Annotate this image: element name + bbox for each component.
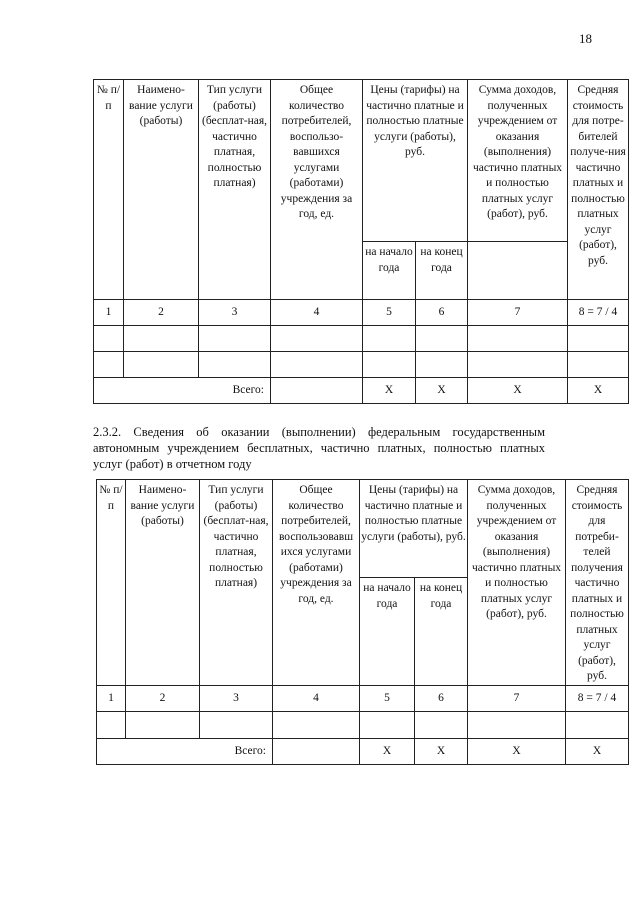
empty-cell [126, 712, 200, 739]
empty-cell [416, 326, 468, 352]
column-number: 7 [468, 300, 568, 326]
table-row [97, 712, 629, 739]
header-average-cost: Средняя стоимость для потре-бителей получе-ния частично платных и полностью платных услуг (работ), руб. [568, 80, 629, 300]
total-mark: Х [568, 378, 629, 404]
empty-cell [468, 352, 568, 378]
header-income: Сумма доходов, полученных учреждением от оказания (выполнения) частично платных и полностью платных услуг (работ), руб. [468, 480, 566, 686]
empty-cell [415, 712, 468, 739]
empty-cell [363, 326, 416, 352]
total-mark: Х [360, 739, 415, 765]
header-num: № п/п [97, 480, 126, 686]
empty-cell [468, 326, 568, 352]
empty-cell [363, 352, 416, 378]
header-price-end: на конец года [416, 242, 468, 300]
table-row [94, 352, 629, 378]
header-prices: Цены (тарифы) на частично платные и полностью платные услуги (работы), руб. [360, 480, 468, 578]
empty-cell [199, 326, 271, 352]
total-mark: Х [416, 378, 468, 404]
empty-cell [97, 712, 126, 739]
column-number: 6 [415, 686, 468, 712]
empty-cell [468, 712, 566, 739]
total-label: Всего: [94, 378, 271, 404]
total-consumers-cell [271, 378, 363, 404]
empty-cell [200, 712, 273, 739]
column-number: 4 [273, 686, 360, 712]
total-consumers-cell [273, 739, 360, 765]
column-number: 5 [363, 300, 416, 326]
empty-cell [199, 352, 271, 378]
column-number: 4 [271, 300, 363, 326]
header-price-start: на начало года [360, 578, 415, 686]
header-consumers-count: Общее количество потребителей, воспользо-вавшихся услугами (работами) учреждения за год, ед. [271, 80, 363, 300]
header-price-end: на конец года [415, 578, 468, 686]
column-number: 2 [124, 300, 199, 326]
column-number: 2 [126, 686, 200, 712]
header-average-cost: Средняя стоимость для потреби-телей получения частично платных и полностью платных услуг (работ), руб. [566, 480, 629, 686]
section-caption-line: 2.3.2. Сведения об оказании (выполнении) федеральным государственным [93, 425, 545, 439]
column-number: 7 [468, 686, 566, 712]
header-consumers-count: Общее количество потребителей, воспользовавш ихся услугами (работами) учреждения за год, ед. [273, 480, 360, 686]
section-caption-line: услуг (работ) в отчетном году [93, 457, 252, 471]
empty-cell [568, 326, 629, 352]
total-mark: Х [415, 739, 468, 765]
header-income-empty [468, 242, 568, 300]
empty-cell [94, 326, 124, 352]
section-caption [93, 424, 545, 472]
page-number: 18 [579, 31, 592, 46]
paid-services-table [93, 79, 629, 404]
total-mark: Х [468, 378, 568, 404]
total-row [94, 378, 629, 404]
empty-cell [360, 712, 415, 739]
column-number: 5 [360, 686, 415, 712]
column-number: 8 = 7 / 4 [566, 686, 629, 712]
empty-cell [124, 352, 199, 378]
header-prices: Цены (тарифы) на частично платные и полностью платные услуги (работы), руб. [363, 80, 468, 242]
header-income: Сумма доходов, полученных учреждением от оказания (выполнения) частично платных и полностью платных услуг (работ), руб. [468, 80, 568, 242]
empty-cell [271, 326, 363, 352]
table-row [94, 326, 629, 352]
empty-cell [124, 326, 199, 352]
total-row [97, 739, 629, 765]
column-number: 3 [200, 686, 273, 712]
empty-cell [416, 352, 468, 378]
section-caption-line: автономным учреждением бесплатных, частично платных, полностью платных [93, 441, 545, 455]
column-number: 3 [199, 300, 271, 326]
header-num: № п/п [94, 80, 124, 300]
empty-cell [94, 352, 124, 378]
header-price-start: на начало года [363, 242, 416, 300]
total-mark: Х [468, 739, 566, 765]
column-number: 8 = 7 / 4 [568, 300, 629, 326]
column-number: 1 [94, 300, 124, 326]
header-service-name: Наимено-вание услуги (работы) [124, 80, 199, 300]
header-service-type: Тип услуги (работы) (бесплат-ная, частично платная, полностью платная) [199, 80, 271, 300]
column-number: 6 [416, 300, 468, 326]
header-service-type: Тип услуги (работы) (бесплат-ная, частично платная, полностью платная) [200, 480, 273, 686]
total-label: Всего: [97, 739, 273, 765]
empty-cell [273, 712, 360, 739]
total-mark: Х [566, 739, 629, 765]
header-service-name: Наимено-вание услуги (работы) [126, 480, 200, 686]
empty-cell [566, 712, 629, 739]
total-mark: Х [363, 378, 416, 404]
column-number: 1 [97, 686, 126, 712]
empty-cell [568, 352, 629, 378]
services-report-table [96, 479, 629, 765]
empty-cell [271, 352, 363, 378]
